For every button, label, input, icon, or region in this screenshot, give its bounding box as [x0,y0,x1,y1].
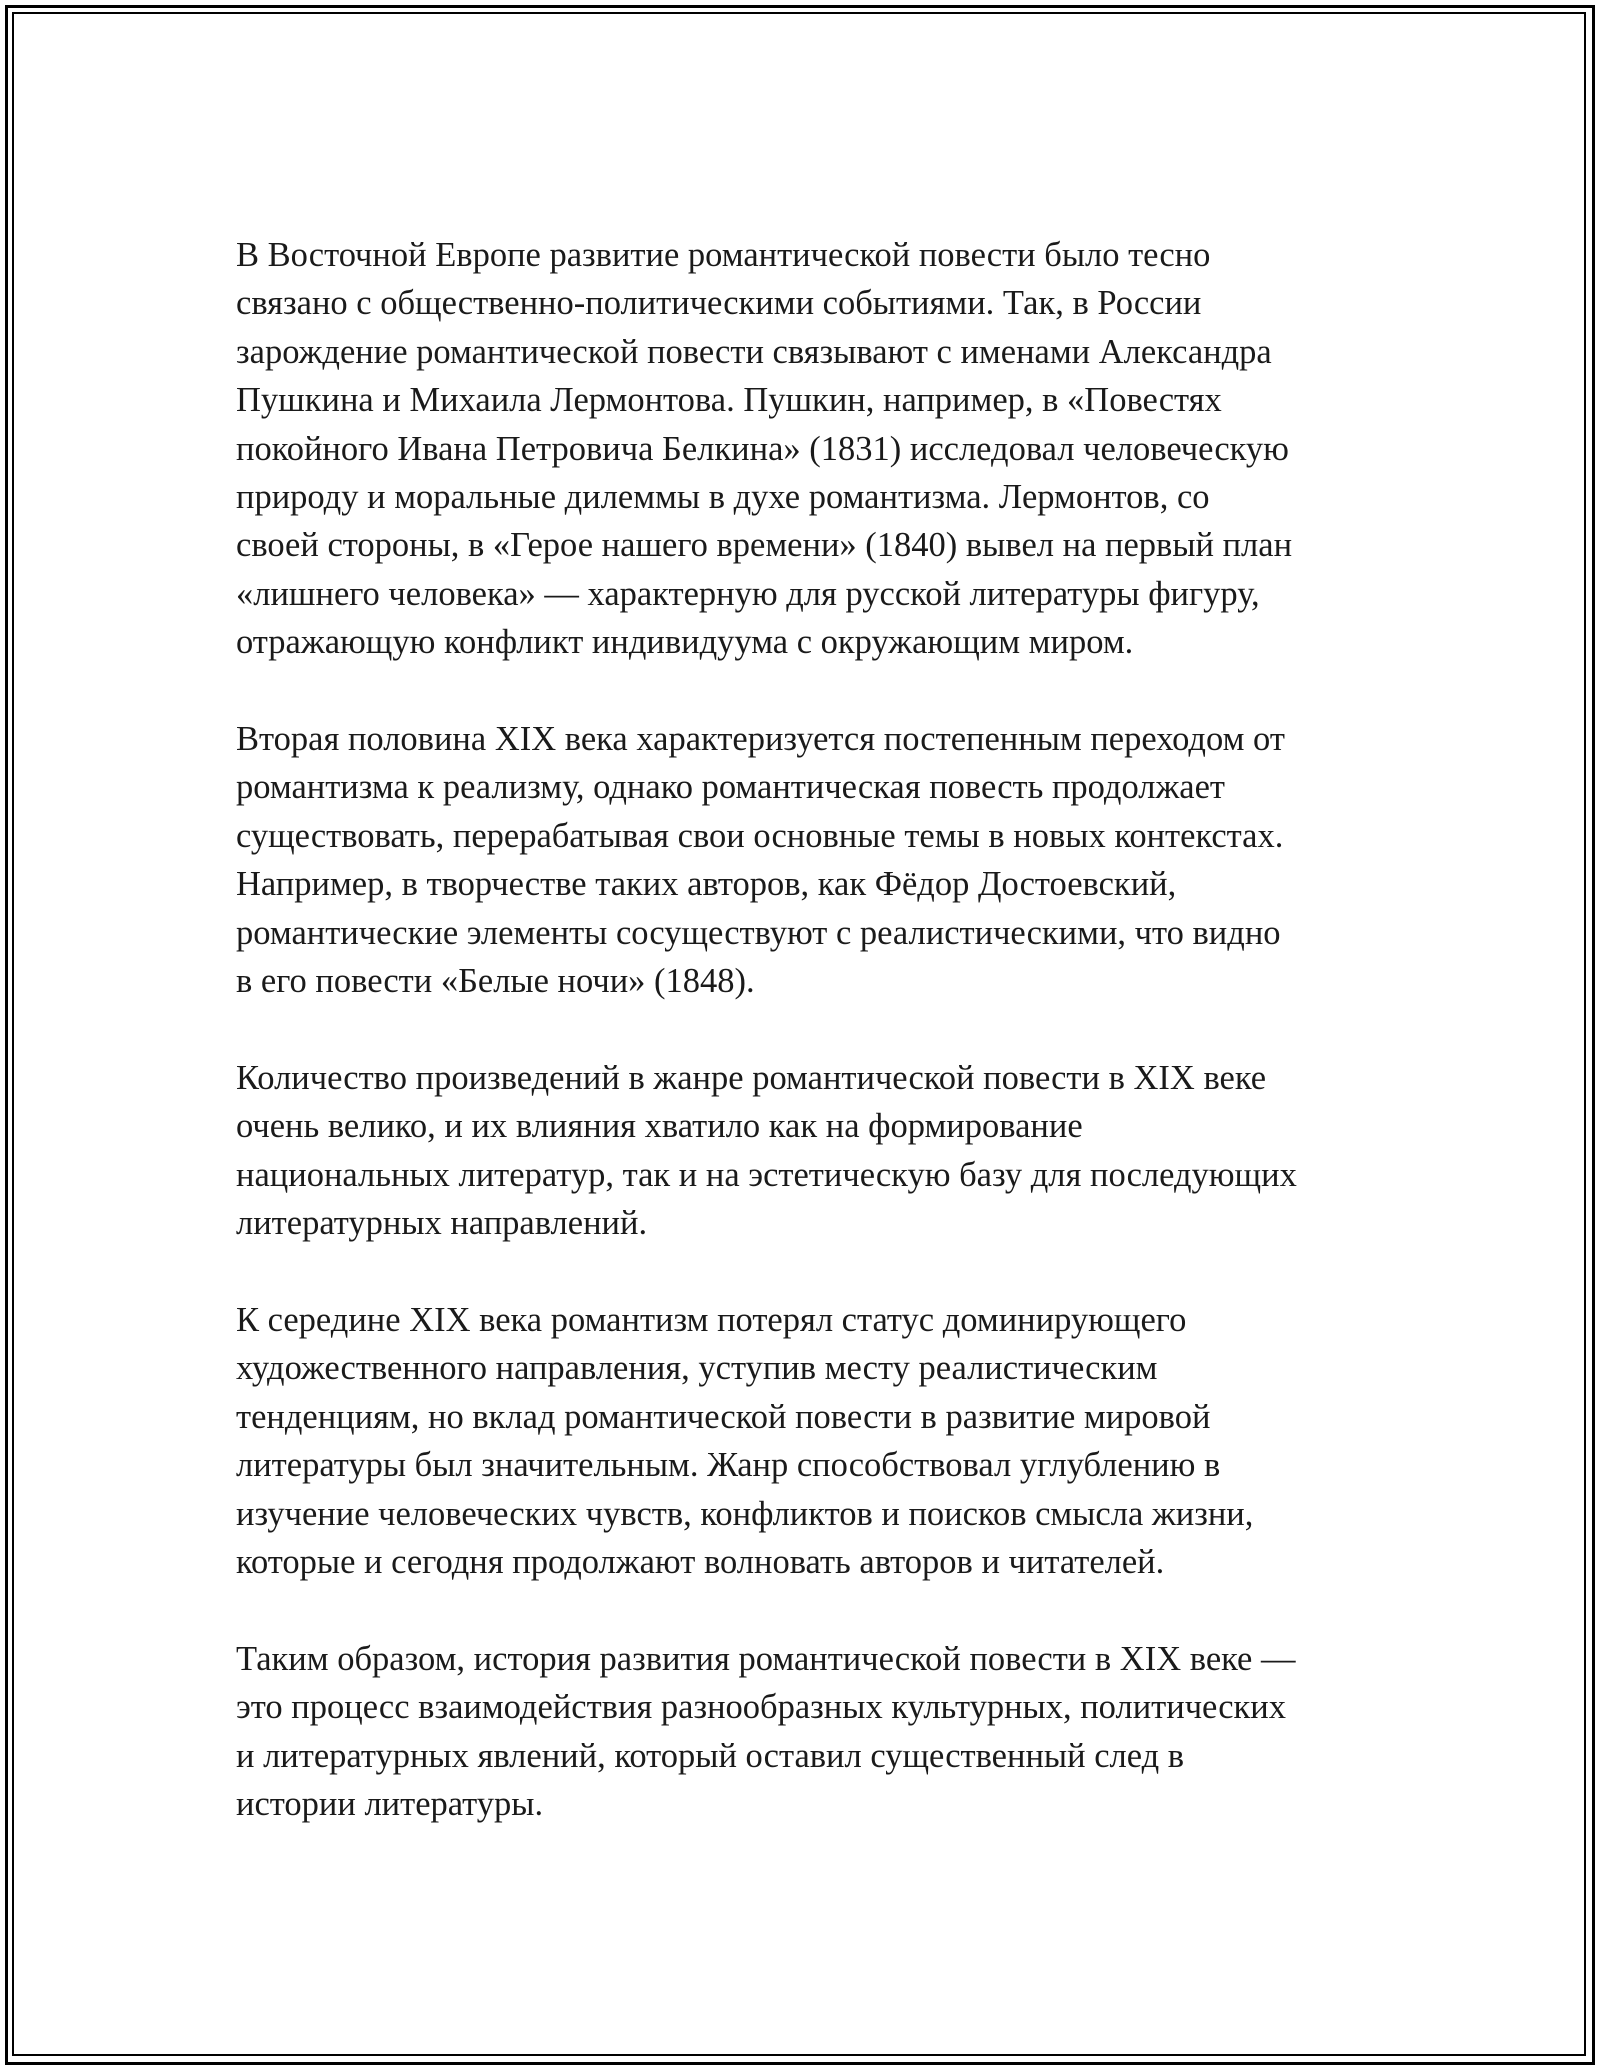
text-line: отражающую конфликт индивидуума с окружающим миром. [236,623,1134,662]
text-line: романтизма к реализму, однако романтическая повесть продолжает [236,768,1226,807]
text-line: романтические элементы сосуществуют с реалистическими, что видно [236,913,1281,952]
text-line: своей стороны, в «Герое нашего времени» (1840) вывел на первый план [236,526,1293,565]
text-line: в его повести «Белые ночи» (1848). [236,962,755,1001]
text-line: литературы был значительным. Жанр способствовал углублению в [236,1446,1221,1485]
text-line: литературных направлений. [236,1204,648,1243]
paragraph-quantity-of-works [236,1054,1376,1248]
text-line: Например, в творчестве таких авторов, как Фёдор Достоевский, [236,865,1177,904]
text-line: тенденциям, но вклад романтической повести в развитие мировой [236,1397,1211,1436]
paragraph-conclusion [236,1635,1376,1829]
text-line: В Восточной Европе развитие романтической повести было тесно [236,236,1211,274]
text-line: Вторая половина XIX века характеризуется постепенным переходом от [236,720,1285,759]
text-line: и литературных явлений, который оставил существенный след в [236,1736,1185,1775]
text-line: Количество произведений в жанре романтической повести в XIX веке [236,1058,1267,1097]
text-line: изучение человеческих чувств, конфликтов и поисков смысла жизни, [236,1494,1254,1533]
document-body [236,231,1376,1828]
text-line: «лишнего человека» — характерную для русской литературы фигуру, [236,574,1260,613]
text-line: которые и сегодня продолжают волновать авторов и читателей. [236,1542,1165,1581]
text-line: истории литературы. [236,1784,544,1823]
text-line: Пушкина и Михаила Лермонтова. Пушкин, например, в «Повестях [236,381,1222,420]
text-line: очень велико, и их влияния хватило как на формирование [236,1107,1083,1146]
text-line: природу и моральные дилеммы в духе романтизма. Лермонтов, со [236,478,1210,517]
text-line: Таким образом, история развития романтической повести в XIX веке — [236,1639,1296,1678]
text-line: покойного Ивана Петровича Белкина» (1831) исследовал человеческую [236,429,1289,468]
paragraph-second-half-century [236,715,1376,1005]
paragraph-mid-century [236,1296,1376,1586]
paragraph-eastern-europe [236,231,1376,667]
text-line: национальных литератур, так и на эстетическую базу для последующих [236,1155,1297,1194]
text-line: художественного направления, уступив месту реалистическим [236,1349,1158,1388]
text-line: связано с общественно-политическими событиями. Так, в России [236,284,1202,323]
text-line: существовать, перерабатывая свои основные темы в новых контекстах. [236,816,1284,855]
text-line: К середине XIX века романтизм потерял статус доминирующего [236,1300,1187,1339]
text-line: это процесс взаимодействия разнообразных культурных, политических [236,1688,1287,1727]
text-line: зарождение романтической повести связывают с именами Александра [236,332,1272,371]
